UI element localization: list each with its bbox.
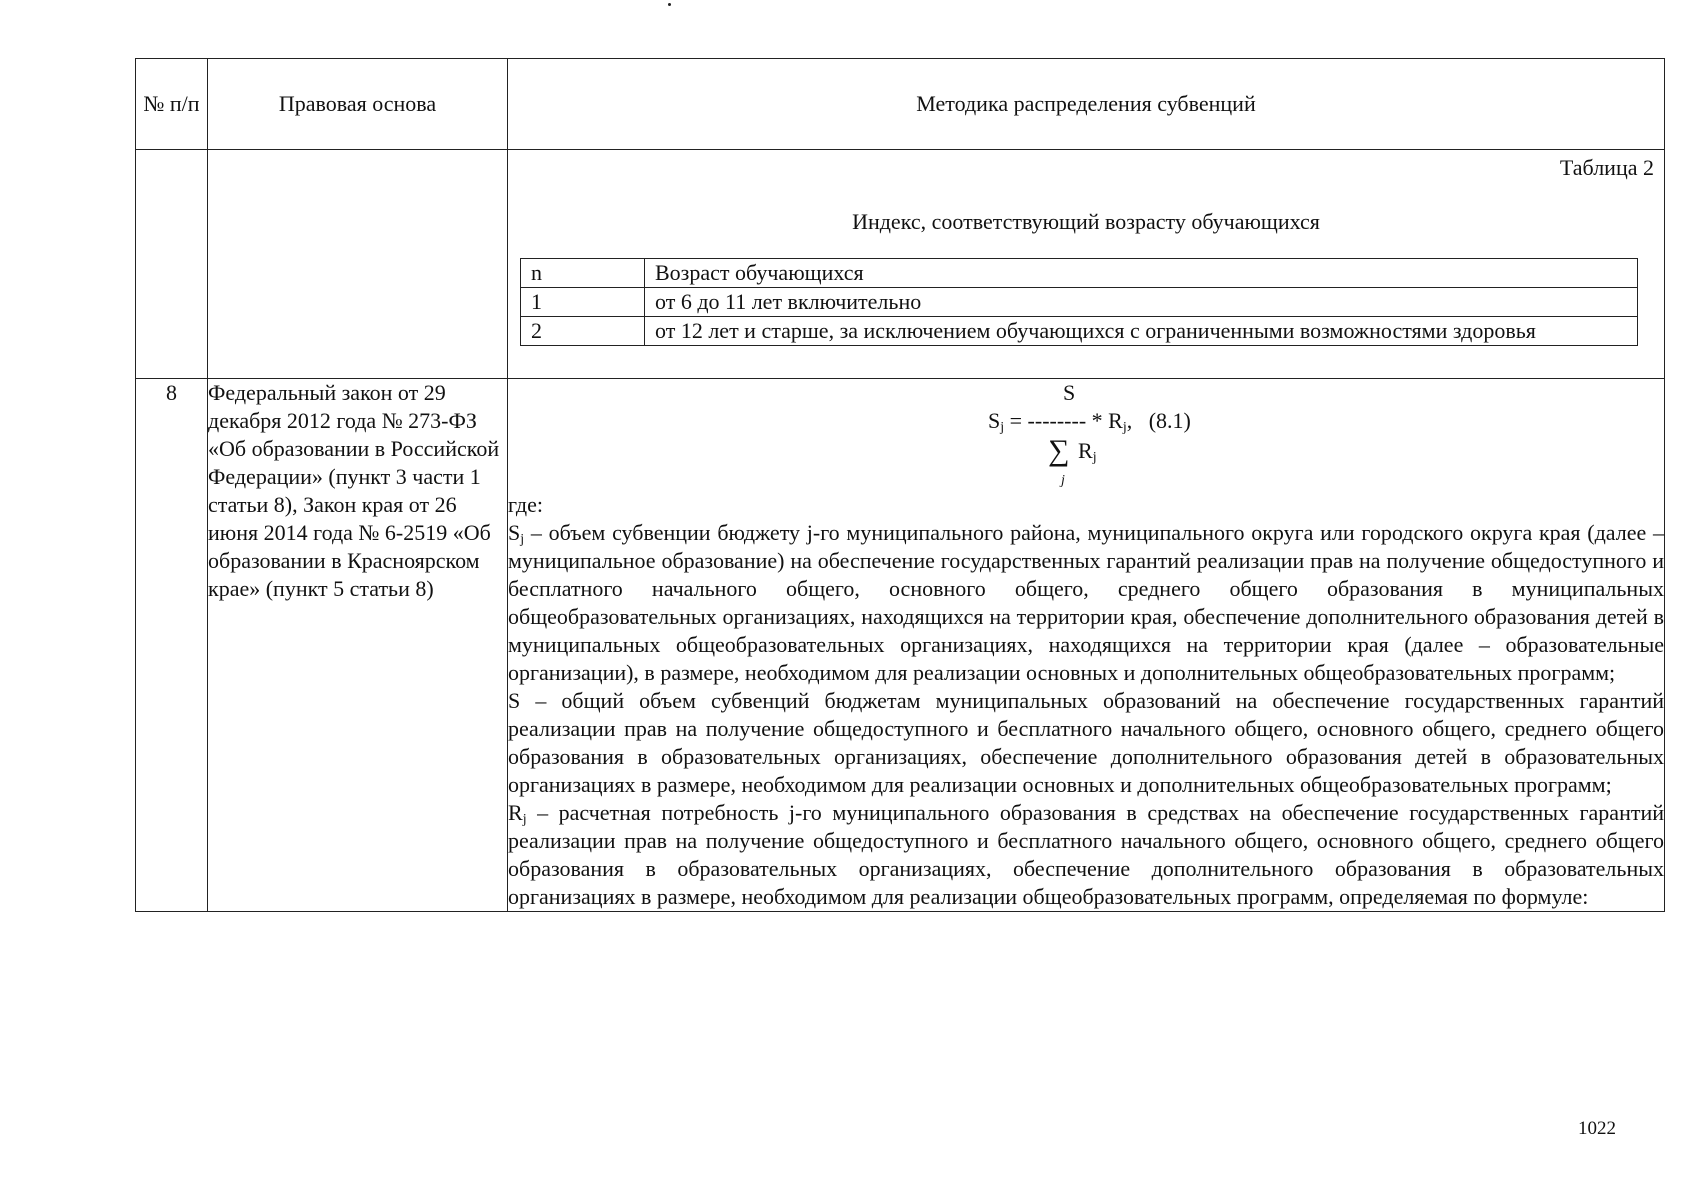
table2-legal-empty <box>208 150 508 379</box>
where-label: где: <box>508 492 543 517</box>
age-index-n: 1 <box>521 288 645 317</box>
age-index-n: 2 <box>521 317 645 346</box>
header-methodology: Методика распределения субвенций <box>508 59 1665 150</box>
age-index-row <box>521 317 1638 346</box>
row-8-num: 8 <box>136 379 208 912</box>
age-index-age: от 6 до 11 лет включительно <box>645 288 1638 317</box>
table2-row <box>136 150 1665 379</box>
formula-numerator: S <box>1063 380 1076 405</box>
header-row <box>136 59 1665 150</box>
age-index-n: n <box>521 259 645 288</box>
definition-sj: $S_j$ – объем субвенции бюджету j-го муниципального района, муниципального округа или городского округа края (далее – муниципальное образование) на обеспечение государственных гарантий реализации прав на получение общедоступного и бесплатного начального общего, основного общего, среднего общего образования в муниципальных общеобразовательных организациях, находящихся на территории края, обеспечение дополнительного образования детей в муниципальных общеобразовательных организациях, находящихся на территории края (далее – образовательные организации), в размере, необходимом для реализации основных и дополнительных общеобразовательных программ; <box>508 520 1664 685</box>
table2-title: Индекс, соответствующий возрасту обучающихся <box>852 209 1320 234</box>
formula-8-1 <box>508 379 1664 491</box>
formula-denominator: $R_j$ <box>1078 438 1097 465</box>
sum-symbol: ∑ <box>1048 434 1070 467</box>
row-8 <box>136 379 1665 912</box>
age-index-age: Возраст обучающихся <box>645 259 1638 288</box>
formula-main-line: $S_j$ = -------- * $R_j$, (8.1) <box>988 408 1191 435</box>
scan-speck <box>668 3 671 6</box>
table2-label: Таблица 2 <box>1559 155 1654 180</box>
age-index-age: от 12 лет и старше, за исключением обучающихся с ограниченными возможностями здоровья <box>645 317 1638 346</box>
header-legal-basis: Правовая основа <box>208 59 508 150</box>
table2-num-empty <box>136 150 208 379</box>
row-8-legal-basis: Федеральный закон от 29 декабря 2012 года № 273-ФЗ «Об образовании в Российской Федерации» (пункт 3 части 1 статьи 8), Закон края от 26 июня 2014 года № 6-2519 «Об образовании в Красноярском крае» (пункт 5 статьи 8) <box>208 379 508 912</box>
definition-rj: $R_j$ – расчетная потребность j-го муниципального образования в средствах на обеспечение государственных гарантий реализации прав на получение общедоступного и бесплатного начального общего, основного общего, среднего общего образования в образовательных организациях, обеспечение дополнительного образования в образовательных организациях в размере, необходимом для реализации общеобразовательных программ, определяемая по формуле: <box>508 800 1664 909</box>
age-index-row <box>521 288 1638 317</box>
page-number: 1022 <box>1578 1118 1616 1139</box>
age-index-table <box>520 258 1638 346</box>
age-index-header-row <box>521 259 1638 288</box>
distribution-methodology-table <box>135 58 1665 912</box>
table2-cell <box>508 150 1665 379</box>
header-num: № п/п <box>136 59 208 150</box>
row-8-methodology <box>508 379 1665 912</box>
sum-index: j <box>1061 473 1065 488</box>
definition-s: S – общий объем субвенций бюджетам муниципальных образований на обеспечение государственных гарантий реализации прав на получение общедоступного и бесплатного начального общего, основного общего, среднего общего образования в образовательных организациях, обеспечение дополнительного образования детей в образовательных организациях в размере, необходимом для реализации основных и дополнительных общеобразовательных программ; <box>508 688 1664 797</box>
